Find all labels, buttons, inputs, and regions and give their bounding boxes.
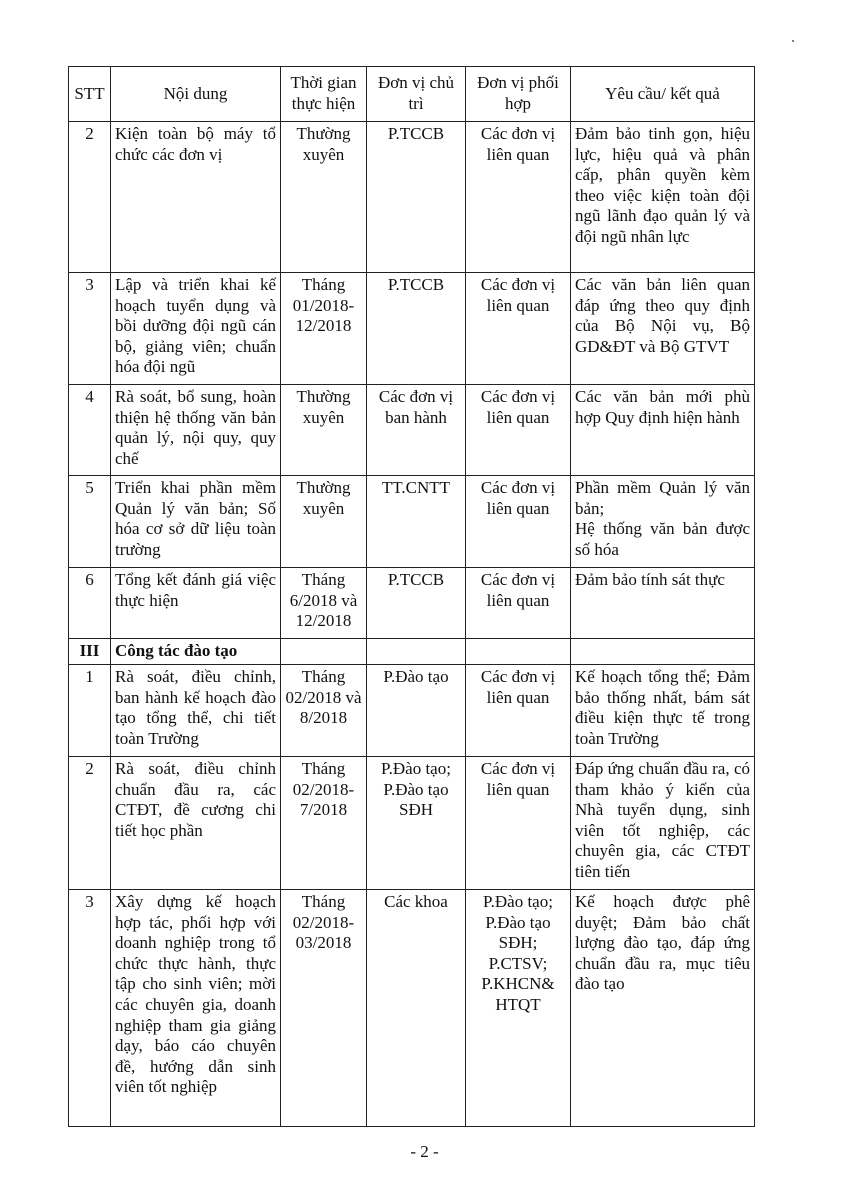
row-stt: 3 <box>69 273 111 385</box>
table-header-row <box>69 67 755 122</box>
row-thoi-gian: Thường xuyên <box>281 385 367 476</box>
section-stt: III <box>69 639 111 665</box>
row-noi-dung: Rà soát, điều chỉnh, ban hành kế hoạch đào tạo tổng thể, chi tiết toàn Trường <box>111 665 281 757</box>
row-noi-dung: Tổng kết đánh giá việc thực hiện <box>111 568 281 639</box>
row-noi-dung: Xây dựng kế hoạch hợp tác, phối hợp với doanh nghiệp trong tổ chức thực hành, thực tập cho sinh viên; mời các chuyên gia, doanh nghiệp tham gia giảng dạy, báo cáo chuyên đề, hướng dẫn sinh viên tốt nghiệp <box>111 890 281 1127</box>
row-chu-tri: Các đơn vị ban hành <box>367 385 466 476</box>
empty-cell <box>466 639 571 665</box>
table-row <box>69 568 755 639</box>
phoi-hop-line: P.Đào tạo; <box>483 892 553 911</box>
header-don-vi-chu-tri: Đơn vị chủ trì <box>367 67 466 122</box>
row-noi-dung: Rà soát, điều chỉnh chuẩn đầu ra, các CTĐT, đề cương chi tiết học phần <box>111 757 281 890</box>
table-row <box>69 890 755 1127</box>
row-stt: 6 <box>69 568 111 639</box>
row-chu-tri: P.Đào tạo; P.Đào tạo SĐH <box>367 757 466 890</box>
row-thoi-gian: Tháng 01/2018-12/2018 <box>281 273 367 385</box>
table-row <box>69 122 755 273</box>
row-stt: 1 <box>69 665 111 757</box>
table-row <box>69 273 755 385</box>
header-noi-dung: Nội dung <box>111 67 281 122</box>
ket-qua-line: Phần mềm Quản lý văn bản; <box>575 478 750 518</box>
phoi-hop-line: P.Đào tạo SĐH; <box>485 912 551 953</box>
row-chu-tri: P.TCCB <box>367 122 466 273</box>
scan-speck <box>792 40 794 42</box>
table-row <box>69 385 755 476</box>
empty-cell <box>571 639 755 665</box>
phoi-hop-line: P.CTSV; <box>488 953 548 973</box>
row-thoi-gian: Thường xuyên <box>281 476 367 568</box>
empty-cell <box>281 639 367 665</box>
row-ket-qua: Đáp ứng chuẩn đầu ra, có tham khảo ý kiến của Nhà tuyển dụng, sinh viên tốt nghiệp, các chuyên gia, các CTĐT tiên tiến <box>571 757 755 890</box>
row-thoi-gian: Thường xuyên <box>281 122 367 273</box>
header-yeu-cau: Yêu cầu/ kết quả <box>571 67 755 122</box>
row-stt: 4 <box>69 385 111 476</box>
row-phoi-hop: Các đơn vị liên quan <box>466 385 571 476</box>
phoi-hop-line: P.KHCN& HTQT <box>481 974 555 1014</box>
row-noi-dung: Lập và triển khai kế hoạch tuyển dụng và bồi dưỡng đội ngũ cán bộ, giảng viên; chuẩn hóa đội ngũ <box>111 273 281 385</box>
row-chu-tri: Các khoa <box>367 890 466 1127</box>
header-thoi-gian: Thời gian thực hiện <box>281 67 367 122</box>
plan-table <box>68 66 755 1127</box>
row-stt: 2 <box>69 122 111 273</box>
ket-qua-line: Hệ thống văn bản được số hóa <box>575 519 750 559</box>
row-ket-qua: Các văn bản liên quan đáp ứng theo quy định của Bộ Nội vụ, Bộ GD&ĐT và Bộ GTVT <box>571 273 755 385</box>
table-row <box>69 757 755 890</box>
row-chu-tri: P.TCCB <box>367 273 466 385</box>
row-stt: 3 <box>69 890 111 1127</box>
row-noi-dung: Kiện toàn bộ máy tổ chức các đơn vị <box>111 122 281 273</box>
row-phoi-hop <box>466 890 571 1127</box>
row-phoi-hop: Các đơn vị liên quan <box>466 568 571 639</box>
row-chu-tri: TT.CNTT <box>367 476 466 568</box>
row-ket-qua: Kế hoạch tổng thể; Đảm bảo thống nhất, bám sát điều kiện thực tế trong toàn Trường <box>571 665 755 757</box>
row-noi-dung: Triển khai phần mềm Quản lý văn bản; Số hóa cơ sở dữ liệu toàn trường <box>111 476 281 568</box>
page-number: - 2 - <box>410 1142 439 1161</box>
row-phoi-hop: Các đơn vị liên quan <box>466 665 571 757</box>
row-ket-qua: Đảm bảo tinh gọn, hiệu lực, hiệu quả và phân cấp, phân quyền kèm theo việc kiện toàn đội ngũ lãnh đạo quản lý và đội ngũ nhân lực <box>571 122 755 273</box>
row-noi-dung: Rà soát, bổ sung, hoàn thiện hệ thống văn bản quản lý, nội quy, quy chế <box>111 385 281 476</box>
row-thoi-gian: Tháng 02/2018-7/2018 <box>281 757 367 890</box>
row-thoi-gian: Tháng 02/2018-03/2018 <box>281 890 367 1127</box>
empty-cell <box>367 639 466 665</box>
section-row <box>69 639 755 665</box>
row-phoi-hop: Các đơn vị liên quan <box>466 476 571 568</box>
row-chu-tri: P.Đào tạo <box>367 665 466 757</box>
row-phoi-hop: Các đơn vị liên quan <box>466 273 571 385</box>
row-ket-qua: Các văn bản mới phù hợp Quy định hiện hành <box>571 385 755 476</box>
row-stt: 2 <box>69 757 111 890</box>
row-thoi-gian: Tháng 6/2018 và 12/2018 <box>281 568 367 639</box>
table-row <box>69 665 755 757</box>
header-stt: STT <box>69 67 111 122</box>
header-don-vi-phoi-hop: Đơn vị phối hợp <box>466 67 571 122</box>
row-thoi-gian: Tháng 02/2018 và 8/2018 <box>281 665 367 757</box>
table-row <box>69 476 755 568</box>
row-ket-qua <box>571 476 755 568</box>
section-title: Công tác đào tạo <box>111 639 281 665</box>
row-ket-qua: Kế hoạch được phê duyệt; Đảm bảo chất lượng đào tạo, đáp ứng chuẩn đầu ra, mục tiêu đào tạo <box>571 890 755 1127</box>
row-phoi-hop: Các đơn vị liên quan <box>466 757 571 890</box>
row-chu-tri: P.TCCB <box>367 568 466 639</box>
row-phoi-hop: Các đơn vị liên quan <box>466 122 571 273</box>
row-stt: 5 <box>69 476 111 568</box>
row-ket-qua: Đảm bảo tính sát thực <box>571 568 755 639</box>
